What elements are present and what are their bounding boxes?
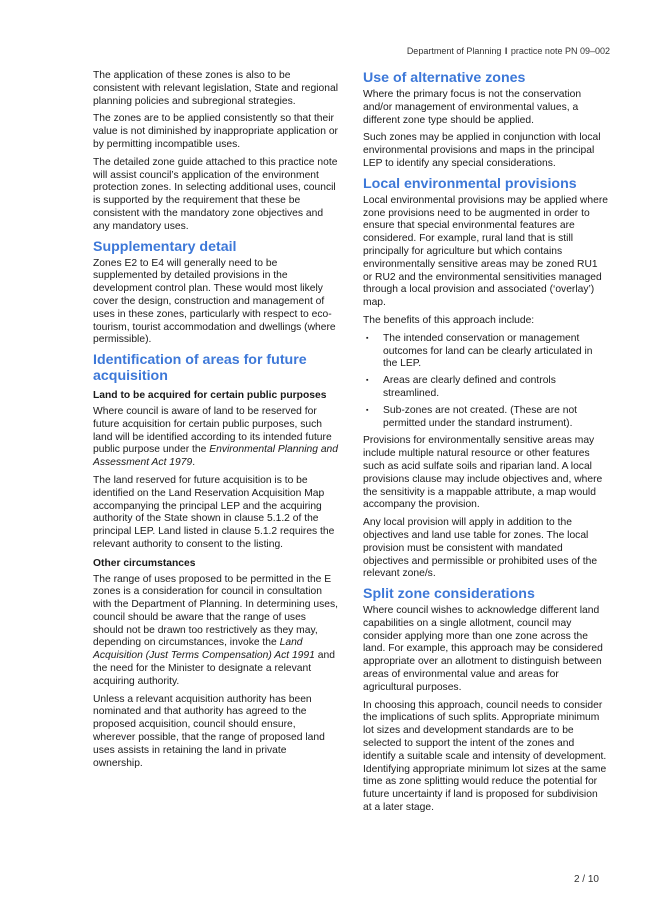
text-run: The range of uses proposed to be permitted in the E zones is a consideration for council in consultation with the Department of Planning. In determining uses, council should be aware that the range of uses should not be drawn too restrictively as they may, depending on circumstances, invoke the xyxy=(93,573,338,649)
paragraph: The land reserved for future acquisition is to be identified on the Land Reservation Acquisition Map accompanying the principal LEP and the acquiring authority of the State shown in clause 5.1.2 of the principal LEP. Land listed in clause 5.1.2 requires the relevant authority to consent to the listing. xyxy=(93,474,335,550)
bullet-icon: ▪ xyxy=(366,377,369,385)
subheading-other-circumstances: Other circumstances xyxy=(93,557,196,569)
paragraph: Zones E2 to E4 will generally need to be supplemented by detailed provisions in the development control plan. These would most likely cover the design, construction and management of uses in these zones, particularly with respect to eco-tourism, tourist accommodation and dwellings (where permissible). xyxy=(93,257,336,346)
act-title: Land Acquisition (Just Terms Compensation) Act 1991 xyxy=(93,637,315,662)
paragraph xyxy=(93,574,338,689)
paragraph: Local environmental provisions may be applied where zone provisions need to be augmented in order to ensure that special environmental features are considered. For example, rural land that is still principally for agriculture but which contains environmentally sensitive areas may be zoned RU1 or RU2 and the environmental sensitivities managed through a local provision and associated (‘overlay’) map. xyxy=(363,194,608,309)
paragraph xyxy=(93,406,338,470)
paragraph: Where the primary focus is not the conservation and/or management of environmental values, a different zone type should be applied. xyxy=(363,89,582,126)
paragraph: Such zones may be applied in conjunction with local environmental provisions and maps in the principal LEP to identify any special considerations. xyxy=(363,132,601,169)
page-number: 2 / 10 xyxy=(573,874,599,885)
header-department: Department of Planning xyxy=(406,46,502,56)
header-separator: I xyxy=(504,46,508,56)
heading-identification-of-areas: Identification of areas for future acquisition xyxy=(93,352,307,385)
heading-use-of-alternative-zones: Use of alternative zones xyxy=(363,70,526,86)
bullet-icon: ▪ xyxy=(366,334,369,342)
paragraph: The detailed zone guide attached to this practice note will assist council’s application of the environment protection zones. In selecting additional uses, council is supported by the requirement that these be consistent with the mandatory zone objectives and any mandatory uses. xyxy=(93,156,338,232)
right-column xyxy=(363,70,608,820)
page-header xyxy=(407,46,610,56)
paragraph: Any local provision will apply in addition to the objectives and land use table for zones. The local provision must be consistent with mandated objectives and permissible or prohibited uses of the relevant zone/s. xyxy=(363,517,598,580)
text-run: Where council is aware of land to be reserved for future acquisition for certain public purposes, such land will be identified according to its intended future public purpose under the xyxy=(93,405,332,456)
list-item xyxy=(363,405,608,431)
list-item-text: Areas are clearly defined and controls streamlined. xyxy=(383,375,556,399)
paragraph: The zones are to be applied consistently so that their value is not diminished by inappropriate application or by permitting incompatible uses. xyxy=(93,113,338,150)
left-column xyxy=(93,70,338,775)
header-practice-note: practice note PN 09–002 xyxy=(510,46,610,56)
list-item-text: Sub-zones are not created. (These are not permitted under the standard instrument). xyxy=(383,404,578,429)
benefits-list xyxy=(363,333,608,431)
paragraph: Where council wishes to acknowledge different land capabilities on a single allotment, council may consider applying more than one zone across the land. For example, this approach may be considered appropriate over an allotment to distinguish between areas of environmental value and areas for agricultural purposes. xyxy=(363,605,603,693)
bullet-icon: ▪ xyxy=(366,406,369,414)
heading-local-environmental-provisions: Local environmental provisions xyxy=(363,175,577,192)
paragraph: Unless a relevant acquisition authority has been nominated and that authority has agreed to the proposed acquisition, council should ensure, wherever possible, that the range of proposed land uses assists in retaining the land in private ownership. xyxy=(93,693,325,769)
list-item-text: The intended conservation or management outcomes for land can be clearly articulated in the LEP. xyxy=(383,332,593,370)
paragraph: In choosing this approach, council needs to consider the implications of such splits. Appropriate minimum lot sizes and development standards are to be selected to support the intent of the zones and identify a suitable scale and intensity of development. Identifying appropriate minimum lot sizes at the same time as zone splitting would reduce the potential for future uncertainty if land is proposed for subdivision at a later stage. xyxy=(363,699,607,814)
list-item xyxy=(363,333,608,371)
heading-split-zone-considerations: Split zone considerations xyxy=(363,586,535,603)
act-title: Environmental Planning and Assessment Act 1979 xyxy=(93,444,339,469)
text-run: and the need for the Minister to designate a relevant acquiring authority. xyxy=(93,650,335,687)
paragraph: The application of these zones is also to be consistent with relevant legislation, State and regional planning policies and subregional strategies. xyxy=(93,70,338,107)
subheading-land-to-be-acquired: Land to be acquired for certain public purposes xyxy=(93,390,327,402)
text-run: . xyxy=(192,457,196,469)
paragraph: The benefits of this approach include: xyxy=(363,314,535,326)
paragraph: Provisions for environmentally sensitive areas may include multiple natural resource or other features such as acid sulfate soils and riparian land. A local provisions clause may include objectives and, where the sensitivity is a mappable attribute, a map would accompany the provision. xyxy=(363,435,603,511)
heading-supplementary-detail: Supplementary detail xyxy=(93,238,237,255)
list-item xyxy=(363,375,608,401)
